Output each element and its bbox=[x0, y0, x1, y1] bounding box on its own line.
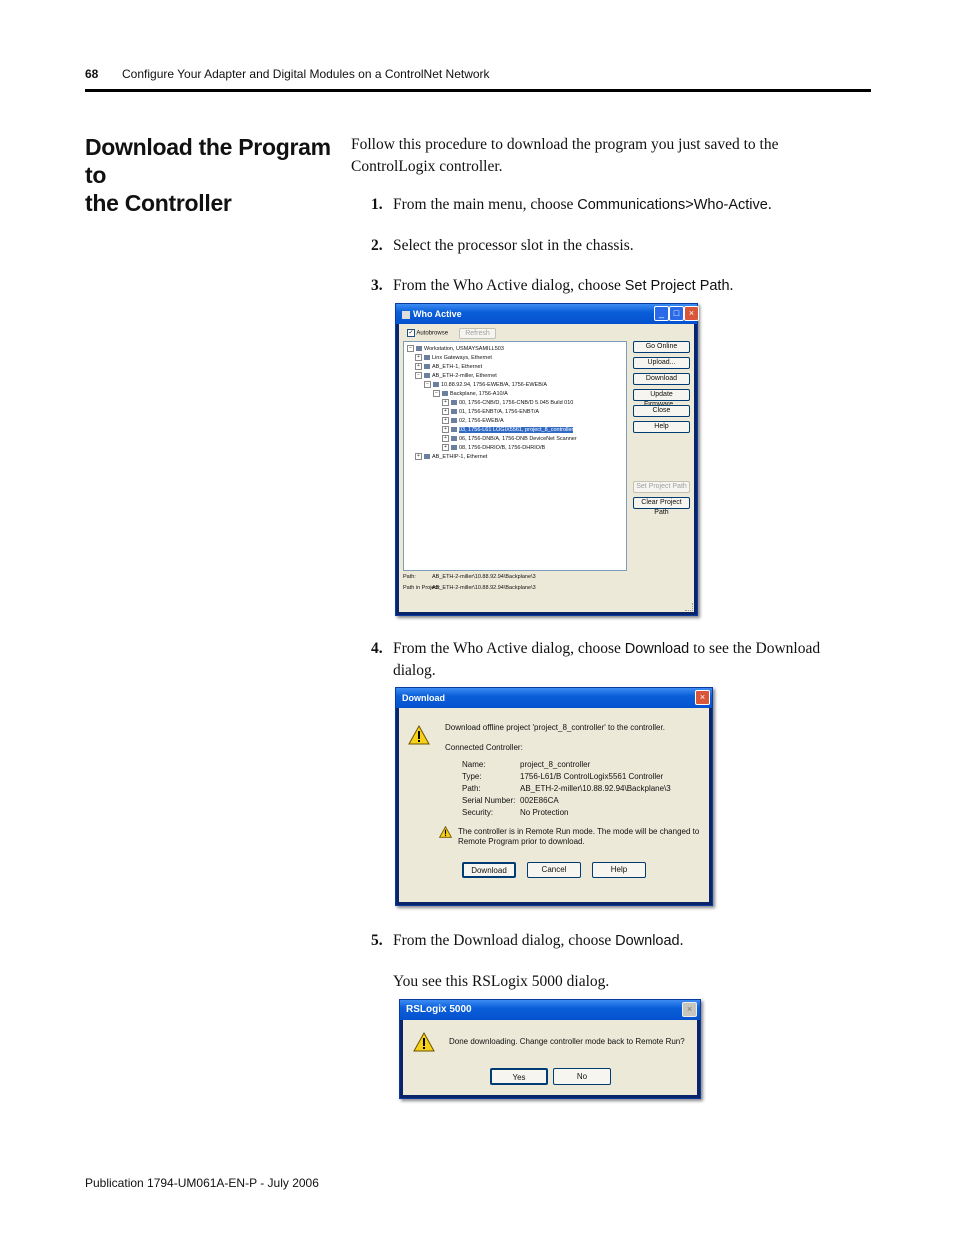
field-label: Type: bbox=[462, 772, 482, 781]
field-label: Serial Number: bbox=[462, 796, 516, 805]
network-icon bbox=[424, 454, 430, 459]
tree-node[interactable]: + AB_ETHIP-1, Ethernet bbox=[415, 453, 487, 460]
network-icon bbox=[424, 355, 430, 360]
intro-paragraph bbox=[351, 134, 851, 178]
tree-node[interactable]: + 00, 1756-CNB/D, 1756-CNB/D 5.045 Build 010 bbox=[442, 399, 573, 406]
step-text: Select the processor slot in the chassis. bbox=[393, 237, 634, 254]
field-value: No Protection bbox=[520, 808, 569, 817]
module-icon bbox=[451, 445, 457, 450]
who-active-dialog bbox=[395, 303, 698, 616]
close-button[interactable]: Close bbox=[633, 405, 690, 417]
step-number: 5. bbox=[371, 932, 383, 949]
step-2 bbox=[371, 235, 851, 257]
connected-controller-label: Connected Controller: bbox=[445, 743, 523, 752]
step-command: Download bbox=[615, 933, 680, 949]
help-button[interactable]: Help bbox=[633, 421, 690, 433]
rslogix-client bbox=[403, 1020, 697, 1095]
rslogix-dialog bbox=[399, 999, 701, 1099]
tree-node-label: 08, 1756-DHRIO/B, 1756-DHRIO/B bbox=[459, 444, 546, 451]
field-label: Security: bbox=[462, 808, 494, 817]
step-1 bbox=[371, 194, 851, 216]
tree-node[interactable]: + AB_ETH-1, Ethernet bbox=[415, 363, 482, 370]
who-active-title: Who Active bbox=[413, 309, 462, 319]
module-icon bbox=[451, 418, 457, 423]
autobrowse-label: Autobrowse bbox=[416, 330, 449, 337]
tree-node-label: Backplane, 1756-A10/A bbox=[450, 390, 508, 397]
step-text: From the Who Active dialog, choose bbox=[393, 277, 625, 294]
step-punct: . bbox=[729, 277, 734, 294]
step-3 bbox=[371, 275, 851, 297]
backplane-icon bbox=[442, 391, 448, 396]
tree-node-label: 02, 1756-EWEB/A bbox=[459, 417, 504, 424]
tree-node-label: 01, 1756-ENBT/A, 1756-ENBT/A bbox=[459, 408, 540, 415]
help-button[interactable]: Help bbox=[592, 862, 646, 878]
intro-line1: Follow this procedure to download the program you just saved to the bbox=[351, 136, 779, 153]
tree-node[interactable]: + 06, 1756-DNB/A, 1756-DNB DeviceNet Scanner bbox=[442, 435, 577, 442]
tree-node[interactable]: + 08, 1756-DHRIO/B, 1756-DHRIO/B bbox=[442, 444, 545, 451]
field-value: 002E86CA bbox=[520, 796, 559, 805]
network-icon bbox=[424, 373, 430, 378]
module-icon bbox=[433, 382, 439, 387]
step-punct: . bbox=[767, 196, 772, 213]
network-tree[interactable] bbox=[403, 341, 627, 571]
update-firmware-button[interactable]: Update bbox=[633, 389, 690, 401]
warning-icon bbox=[413, 1032, 435, 1052]
close-icon[interactable]: × bbox=[684, 306, 699, 321]
small-warning-icon bbox=[439, 826, 452, 838]
warning-line2: Remote Program prior to download. bbox=[458, 837, 585, 846]
field-label: Path: bbox=[462, 784, 481, 793]
warning-icon bbox=[408, 725, 430, 745]
tree-node-label: AB_ETHIP-1, Ethernet bbox=[432, 453, 488, 460]
step-number: 4. bbox=[371, 640, 383, 657]
module-icon bbox=[451, 400, 457, 405]
download-button[interactable]: Download bbox=[633, 373, 690, 385]
field-label: Name: bbox=[462, 760, 486, 769]
step-5-result-text: You see this RSLogix 5000 dialog. bbox=[393, 973, 610, 990]
field-value: project_8_controller bbox=[520, 760, 591, 769]
download-titlebar bbox=[396, 688, 712, 708]
running-header: Configure Your Adapter and Digital Modules on a ControlNet Network bbox=[122, 67, 490, 81]
step-command: Download bbox=[624, 641, 690, 657]
step-5 bbox=[371, 930, 851, 952]
app-icon bbox=[402, 311, 410, 319]
tree-node[interactable]: − 10.88.92.94, 1756-EWEB/A, 1756-EWEB/A bbox=[424, 381, 547, 388]
step-command: Set Project Path bbox=[624, 278, 730, 294]
module-icon bbox=[451, 409, 457, 414]
header-rule bbox=[85, 89, 871, 92]
tree-node-label: 06, 1756-DNB/A, 1756-DNB DeviceNet Scanner bbox=[459, 435, 577, 442]
step-text: From the Who Active dialog, choose bbox=[393, 640, 625, 657]
no-button[interactable]: No bbox=[553, 1068, 611, 1085]
minimize-icon[interactable]: _ bbox=[654, 306, 669, 321]
step-command: Communications>Who-Active bbox=[577, 197, 768, 213]
tree-node[interactable]: − AB_ETH-2-miller, Ethernet bbox=[415, 372, 497, 379]
step-number: 3. bbox=[371, 277, 383, 294]
set-project-path-button[interactable]: Set Project Path bbox=[633, 481, 690, 493]
clear-project-path-button[interactable]: Clear Project Path bbox=[633, 497, 690, 509]
download-title: Download bbox=[402, 693, 445, 703]
tree-node-label: Linx Gateways, Ethernet bbox=[432, 354, 492, 361]
checkbox-check-icon: ✓ bbox=[408, 330, 414, 336]
warning-line1: The controller is in Remote Run mode. The mode will be changed to bbox=[458, 827, 700, 836]
close-icon[interactable]: × bbox=[695, 690, 710, 705]
section-title-line2: the Controller bbox=[85, 190, 232, 216]
field-value: 1756-L61/B ControlLogix5561 Controller bbox=[520, 772, 664, 781]
tree-node[interactable]: − Backplane, 1756-A10/A bbox=[433, 390, 508, 397]
tree-node-label: 00, 1756-CNB/D, 1756-CNB/D 5.045 Build 010 bbox=[459, 399, 574, 406]
download-dialog bbox=[395, 687, 713, 906]
maximize-icon[interactable]: □ bbox=[669, 306, 684, 321]
network-icon bbox=[424, 364, 430, 369]
who-active-client bbox=[399, 324, 694, 612]
path-label: Path: bbox=[403, 574, 416, 580]
project-path-value: AB_ETH-2-miller\10.88.92.94\Backplane\3 bbox=[432, 585, 536, 591]
tree-node-label: 10.88.92.94, 1756-EWEB/A, 1756-EWEB/A bbox=[441, 381, 548, 388]
project-path-label: Path in Project: bbox=[403, 585, 441, 591]
rslogix-titlebar bbox=[400, 1000, 700, 1020]
tree-node-selected[interactable]: + 03, 1756-L61 LOGIX5561, project_8_controller bbox=[442, 426, 573, 433]
who-active-titlebar bbox=[396, 304, 697, 324]
section-title bbox=[85, 133, 335, 217]
upload-button[interactable]: Upload... bbox=[633, 357, 690, 369]
tree-node-label: AB_ETH-2-miller, Ethernet bbox=[432, 372, 497, 379]
section-title-line1: Download the Program to bbox=[85, 134, 331, 188]
tree-node[interactable]: + 01, 1756-ENBT/A, 1756-ENBT/A bbox=[442, 408, 539, 415]
tree-node[interactable]: − Workstation, USMAYSAMILL503 bbox=[407, 345, 504, 352]
autobrowse-checkbox[interactable] bbox=[407, 329, 448, 337]
field-value: AB_ETH-2-miller\10.88.92.94\Backplane\3 bbox=[520, 784, 671, 793]
download-confirm-button[interactable]: Download bbox=[462, 862, 516, 878]
step-4 bbox=[371, 638, 851, 660]
page-number: 68 bbox=[85, 67, 99, 81]
module-icon bbox=[451, 436, 457, 441]
step-4-continuation: dialog. bbox=[393, 662, 436, 679]
step-number: 1. bbox=[371, 196, 383, 213]
rslogix-title: RSLogix 5000 bbox=[406, 1004, 472, 1015]
go-online-button[interactable]: Go Online bbox=[633, 341, 690, 353]
tree-node-label: 03, 1756-L61 LOGIX5561, project_8_controller bbox=[459, 426, 574, 433]
step-punct: . bbox=[679, 932, 684, 949]
rslogix-message: Done downloading. Change controller mode back to Remote Run? bbox=[449, 1037, 685, 1046]
download-client bbox=[399, 708, 709, 902]
intro-line2: ControlLogix controller. bbox=[351, 158, 503, 175]
controller-icon bbox=[451, 427, 457, 432]
refresh-button[interactable]: Refresh bbox=[459, 328, 496, 339]
tree-node-label: AB_ETH-1, Ethernet bbox=[432, 363, 483, 370]
resize-grip[interactable] bbox=[685, 603, 693, 611]
step-punct: to see the Download bbox=[689, 640, 821, 657]
yes-button[interactable]: Yes bbox=[490, 1068, 548, 1085]
step-text: From the main menu, choose bbox=[393, 196, 578, 213]
path-value: AB_ETH-2-miller\10.88.92.94\Backplane\3 bbox=[432, 574, 536, 580]
tree-node[interactable]: + 02, 1756-EWEB/A bbox=[442, 417, 504, 424]
close-icon[interactable]: × bbox=[682, 1002, 697, 1017]
step-text: From the Download dialog, choose bbox=[393, 932, 616, 949]
cancel-button[interactable]: Cancel bbox=[527, 862, 581, 878]
computer-icon bbox=[416, 346, 422, 351]
publication-footer: Publication 1794-UM061A-EN-P - July 2006 bbox=[85, 1176, 319, 1190]
step-number: 2. bbox=[371, 237, 383, 254]
tree-node-label: Workstation, USMAYSAMILL503 bbox=[424, 345, 504, 352]
tree-node[interactable]: + Linx Gateways, Ethernet bbox=[415, 354, 492, 361]
download-message: Download offline project 'project_8_controller' to the controller. bbox=[445, 723, 665, 732]
